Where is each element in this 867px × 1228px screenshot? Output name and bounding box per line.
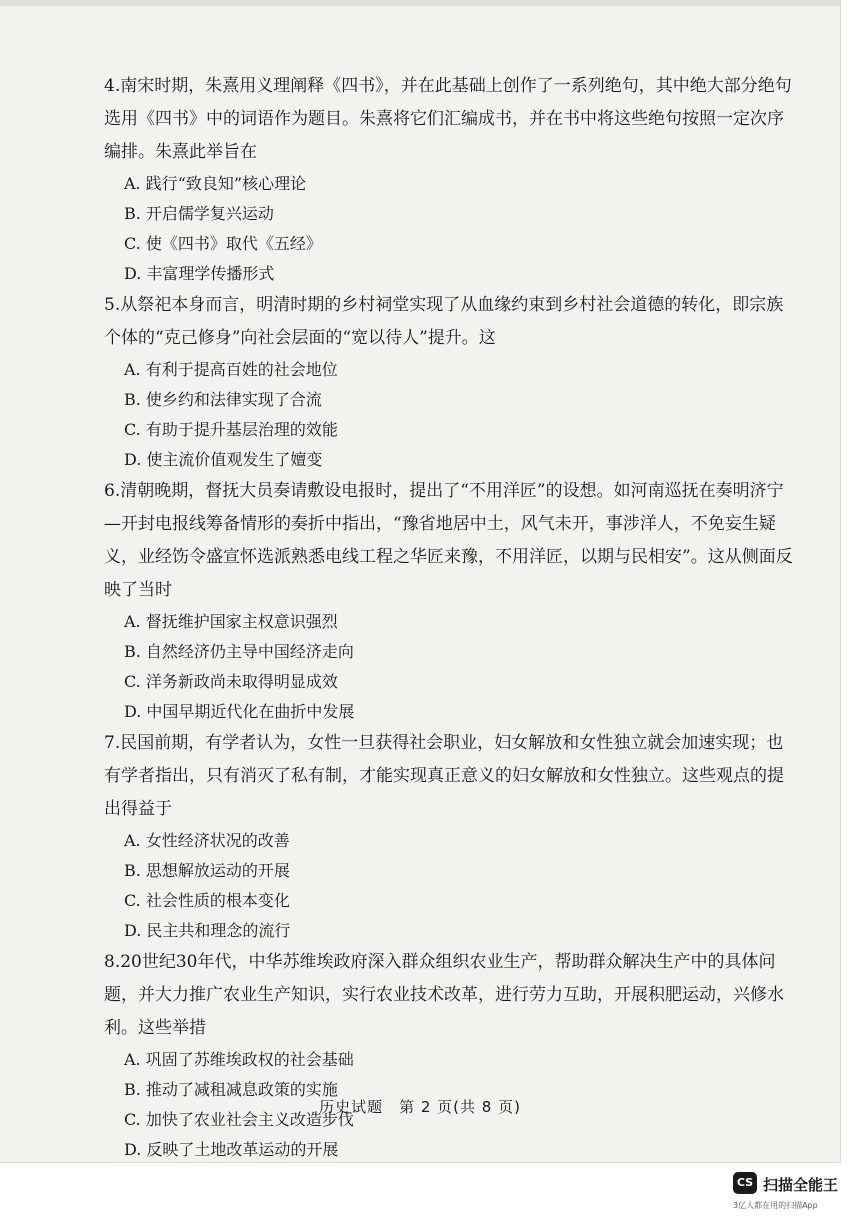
question-7 — [104, 727, 794, 946]
question-4 — [104, 70, 794, 289]
option-c: C. 洋务新政尚未取得明显成效 — [124, 672, 338, 691]
camscanner-logo-icon: CS — [733, 1172, 757, 1194]
option-d: D. 丰富理学传播形式 — [124, 264, 275, 283]
question-stem: 8.20世纪30年代，中华苏维埃政府深入群众组织农业生产，帮助群众解决生产中的具体问题，并大力推广农业生产知识，实行农业技术改革，进行劳力互助，开展积肥运动，兴修水利。这些举措 — [104, 952, 784, 1038]
option-a: A. 有利于提高百姓的社会地位 — [124, 360, 338, 379]
option-b: B. 自然经济仍主导中国经济走向 — [124, 642, 354, 661]
scanner-app-name: 扫描全能王 — [763, 1176, 839, 1194]
option-c: C. 社会性质的根本变化 — [124, 891, 290, 910]
question-5 — [104, 289, 794, 475]
option-d: D. 使主流价值观发生了嬗变 — [124, 450, 323, 469]
option-b: B. 使乡约和法律实现了合流 — [124, 390, 322, 409]
option-c: C. 使《四书》取代《五经》 — [124, 234, 322, 253]
question-stem: 7.民国前期，有学者认为，女性一旦获得社会职业，妇女解放和女性独立就会加速实现；也有学者指出，只有消灭了私有制，才能实现真正意义的妇女解放和女性独立。这些观点的提出得益于 — [104, 733, 784, 819]
question-8 — [104, 946, 794, 1165]
option-a: A. 女性经济状况的改善 — [124, 831, 290, 850]
question-stem: 5.从祭祀本身而言，明清时期的乡村祠堂实现了从血缘约束到乡村社会道德的转化，即宗族个体的“克己修身”向社会层面的“宽以待人”提升。这 — [104, 295, 784, 348]
option-b: B. 推动了减租减息政策的实施 — [124, 1080, 338, 1099]
option-a: A. 督抚维护国家主权意识强烈 — [124, 612, 338, 631]
page-footer: 历史试题 第 2 页(共 8 页) — [319, 1098, 521, 1116]
option-d: D. 民主共和理念的流行 — [124, 921, 291, 940]
option-b: B. 思想解放运动的开展 — [124, 861, 290, 880]
question-stem: 4.南宋时期，朱熹用义理阐释《四书》，并在此基础上创作了一系列绝句，其中绝大部分绝句选用《四书》中的词语作为题目。朱熹将它们汇编成书，并在书中将这些绝句按照一定次序编排。朱熹此举旨在 — [104, 76, 792, 162]
question-stem: 6.清朝晚期，督抚大员奏请敷设电报时，提出了“不用洋匠”的设想。如河南巡抚在奏明济宁—开封电报线筹备情形的奏折中指出，“豫省地居中土，风气未开，事涉洋人，不免妄生疑义，业经饬令盛宣怀选派熟悉电线工程之华匠来豫，不用洋匠，以期与民相安”。这从侧面反映了当时 — [104, 481, 793, 600]
option-b: B. 开启儒学复兴运动 — [124, 204, 274, 223]
scanner-watermark — [733, 1166, 853, 1216]
option-d: D. 反映了土地改革运动的开展 — [124, 1140, 339, 1159]
question-list — [104, 70, 794, 1165]
option-a: A. 践行“致良知”核心理论 — [124, 174, 307, 193]
option-d: D. 中国早期近代化在曲折中发展 — [124, 702, 355, 721]
option-a: A. 巩固了苏维埃政权的社会基础 — [124, 1050, 354, 1069]
scan-edge — [0, 0, 840, 6]
option-c: C. 加快了农业社会主义改造步伐 — [124, 1110, 354, 1129]
scanner-tagline: 3亿人都在用的扫描App — [733, 1201, 818, 1210]
question-6 — [104, 475, 794, 727]
option-c: C. 有助于提升基层治理的效能 — [124, 420, 338, 439]
